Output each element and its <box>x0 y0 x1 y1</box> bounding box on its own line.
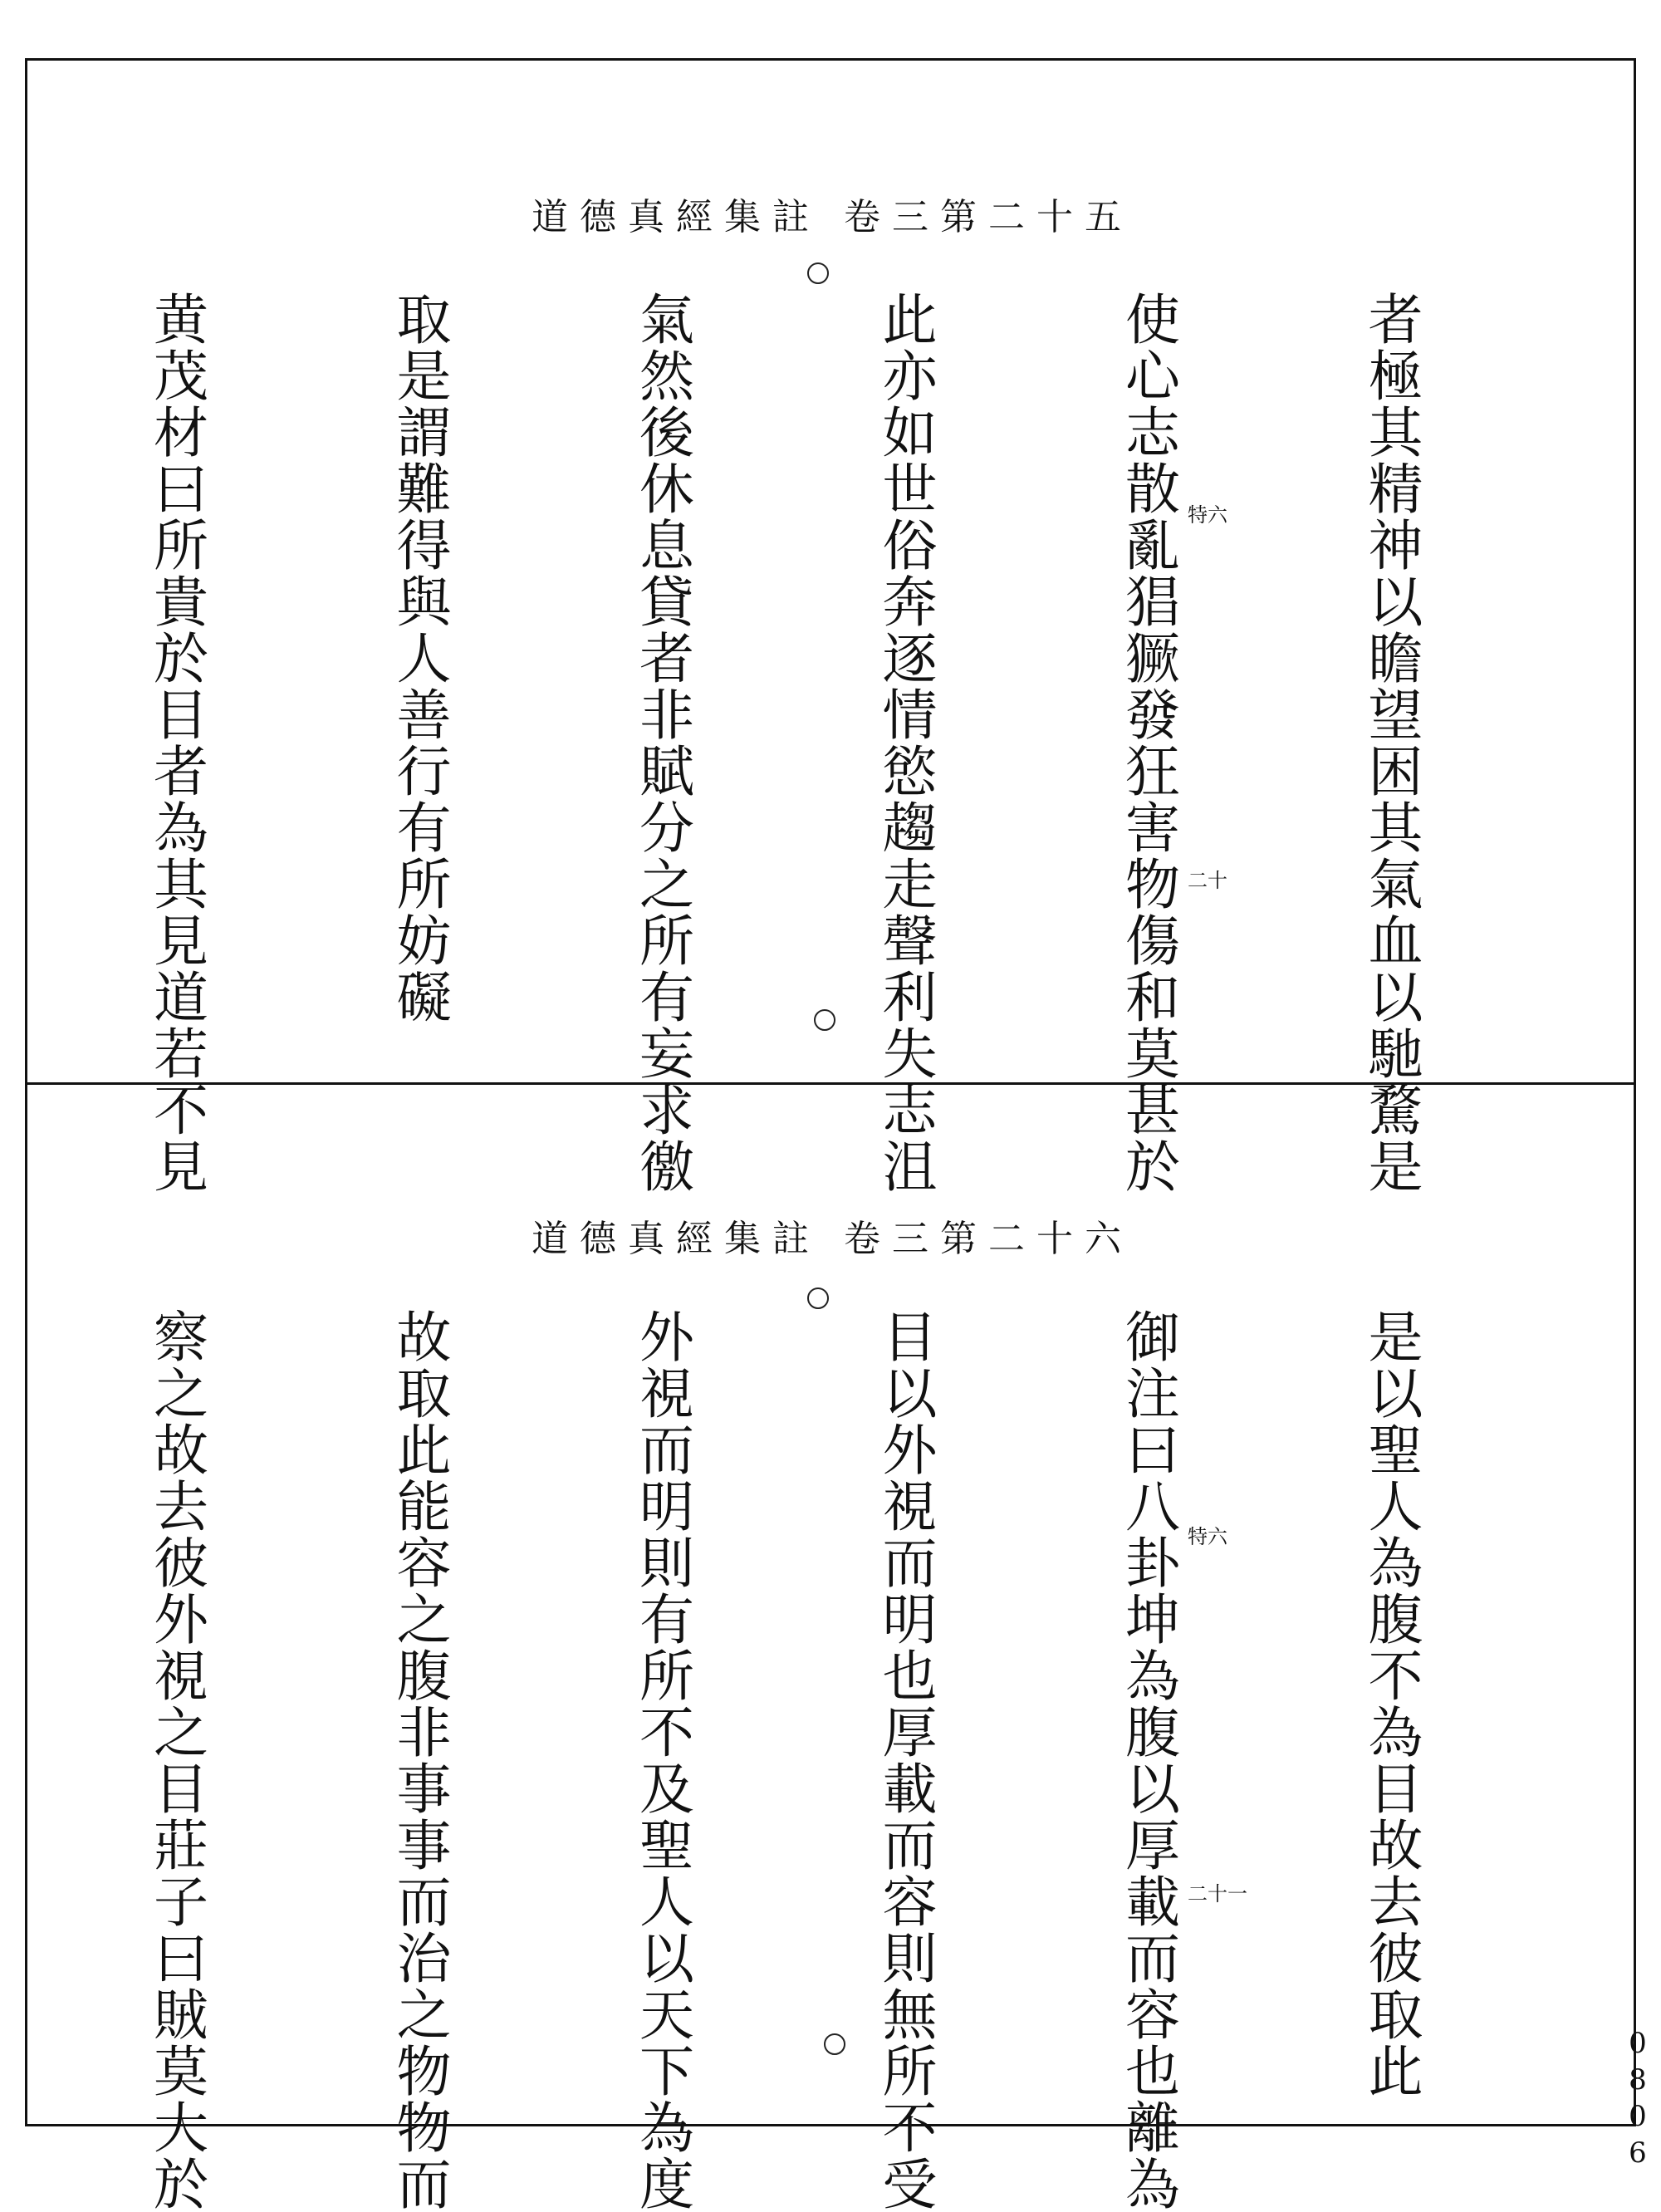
text-column: 目以外視而明也厚載而容則無所不受 <box>873 1308 937 2212</box>
text-column: 氣然後休息貸者非賦分之所有妄求徼 <box>630 291 694 1194</box>
text-column: 察之故去彼外視之目莊子曰賊莫大於 <box>144 1308 208 2212</box>
text-column: 故取此能容之腹非事事而治之物物而 <box>387 1308 451 2212</box>
punctuation-circle <box>814 1009 835 1031</box>
page-number: 0806 <box>1621 2027 1654 2173</box>
text-column: 是以聖人為腹不為目故去彼取此 <box>1359 1308 1423 2099</box>
text-column: 取是謂難得與人善行有所妨礙 <box>387 291 451 1025</box>
text-column: 此亦如世俗奔逐情慾趨走聲利失志沮 <box>873 291 937 1194</box>
text-column: 者極其精神以瞻望困其氣血以馳騖是 <box>1359 291 1423 1194</box>
text-column: 黄茂材曰所貴於目者為其見道若不見 <box>144 291 208 1194</box>
page-header-lower: 道德真經集註 卷三第二十六 <box>532 1218 1133 1260</box>
margin-marker: 特六 <box>1188 503 1227 527</box>
page-header-upper: 道德真經集註 卷三第二十五 <box>532 196 1133 238</box>
text-column: 使心志散亂猖獗發狂害物傷和莫甚於 <box>1115 291 1180 1194</box>
margin-marker: 特六 <box>1188 1525 1227 1548</box>
text-block-lower <box>0 1308 1593 2212</box>
text-column: 外視而明則有所不及聖人以天下為度 <box>630 1308 694 2212</box>
punctuation-circle <box>807 262 829 284</box>
text-block-upper <box>0 291 1593 1194</box>
margin-marker: 二十一 <box>1188 1882 1247 1905</box>
margin-marker: 二十 <box>1188 869 1227 892</box>
punctuation-circle <box>807 1287 829 1309</box>
text-column: 御注曰八卦坤為腹以厚載而容也離為 <box>1115 1308 1180 2212</box>
punctuation-circle <box>824 2033 845 2055</box>
